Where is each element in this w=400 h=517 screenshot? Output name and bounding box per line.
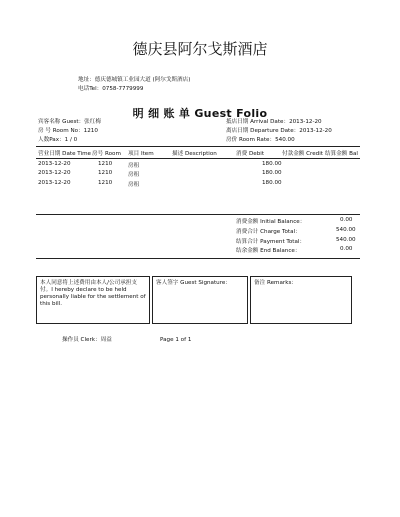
- row-item: 房租: [128, 182, 140, 188]
- row-debit: 180.00: [262, 180, 282, 186]
- hotel-name: 德庆县阿尔戈斯酒店: [132, 40, 268, 58]
- room-rate: 房价 Room Rate：540.00: [226, 137, 295, 143]
- signature-label: 客人签字 Guest Signature：: [156, 280, 231, 286]
- row-item: 房租: [128, 163, 140, 169]
- col-room: 房号 Room: [92, 151, 121, 157]
- arrival-date: 抵店日期 Arrival Date：2013-12-20: [226, 119, 322, 125]
- initial-balance-label: 消费金额 Initial Balance：: [236, 219, 306, 225]
- col-item: 项目 Item: [128, 151, 154, 157]
- table-top-rule: [36, 146, 360, 147]
- row-item: 房租: [128, 172, 140, 178]
- end-balance-label: 结余金额 End Balance：: [236, 248, 301, 254]
- totals-bottom-rule: [36, 258, 360, 259]
- signature-box: [152, 276, 248, 324]
- payment-total-label: 结算合计 Payment Total：: [236, 239, 306, 245]
- agreement-text: 本人同意将上述费用由本人/公司承担支付。I hereby declare to be held personally liable for the settlement of this bill.: [40, 280, 146, 307]
- hotel-phone: 电话Tel：0758-7779999: [78, 86, 144, 92]
- page-number: Page 1 of 1: [160, 337, 192, 343]
- row-debit: 180.00: [262, 161, 282, 167]
- room-number: 房 号 Room No：1210: [38, 128, 98, 134]
- totals-rule: [36, 214, 360, 215]
- row-debit: 180.00: [262, 170, 282, 176]
- col-credit: 付款金额 Credit: [282, 151, 323, 157]
- payment-total-value: 540.00: [336, 237, 356, 243]
- row-date: 2013-12-20: [38, 161, 71, 167]
- guest-name: 宾客名称 Guest：张红梅: [38, 119, 101, 125]
- remarks-label: 备注 Remarks：: [254, 280, 297, 286]
- clerk: 操作员 Clerk：周益: [62, 337, 112, 343]
- row-date: 2013-12-20: [38, 170, 71, 176]
- departure-date: 离店日期 Departure Date：2013-12-20: [226, 128, 332, 134]
- row-date: 2013-12-20: [38, 180, 71, 186]
- agreement-box: [36, 276, 150, 324]
- charge-total-value: 540.00: [336, 227, 356, 233]
- hotel-address: 地址：德庆德城镇工业园大道 (阿尔戈斯酒店): [78, 77, 191, 83]
- col-description: 描述 Description: [172, 151, 217, 157]
- col-balance: 结算金额 Bal: [325, 151, 358, 157]
- row-room: 1210: [98, 161, 113, 167]
- table-header-rule: [36, 158, 360, 159]
- persons: 人数Pax：1 / 0: [38, 137, 78, 143]
- row-room: 1210: [98, 180, 113, 186]
- initial-balance-value: 0.00: [340, 217, 353, 223]
- col-date: 营业日期 Date Time: [38, 151, 91, 157]
- row-room: 1210: [98, 170, 113, 176]
- col-debit: 消费 Debit: [236, 151, 265, 157]
- end-balance-value: 0.00: [340, 246, 353, 252]
- folio-title: 明 细 账 单 Guest Folio: [132, 107, 268, 120]
- charge-total-label: 消费合计 Charge Total：: [236, 229, 301, 235]
- remarks-box: [250, 276, 352, 324]
